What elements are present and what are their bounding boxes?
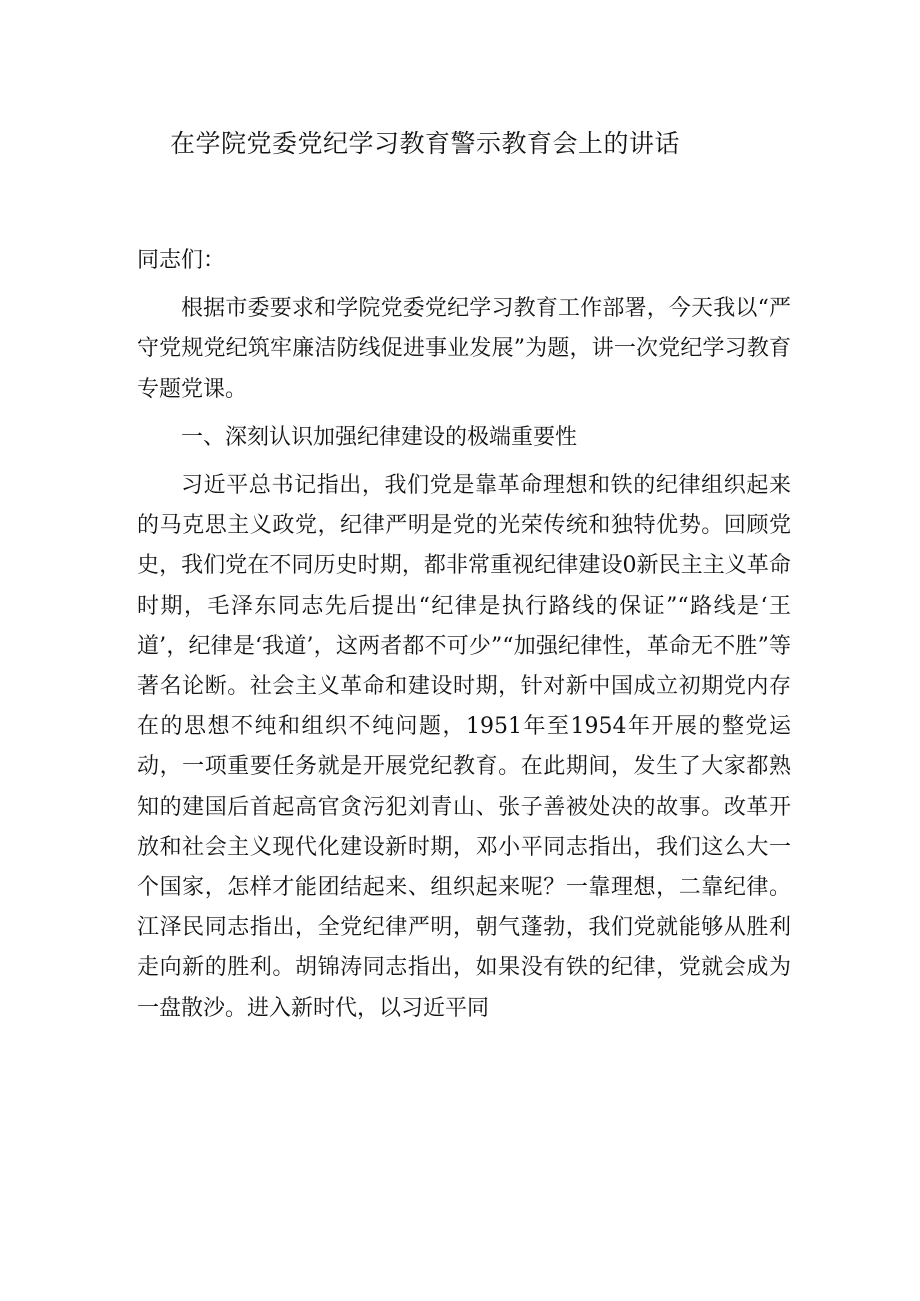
section-heading: 一、深刻认识加强纪律建设的极端重要性 [181,424,578,450]
salutation: 同志们： [137,248,226,273]
body-paragraph: 习近平总书记指出，我们党是靠革命理想和铁的纪律组织起来的马克思主义政党，纪律严明是党的光荣传统和独特优势。回顾党史，我们党在不同历史时期，都非常重视纪律建设0新民主主义革命时期，毛泽东同志先后提出“纪律是执行路线的保证”“路线是‘王道’，纪律是‘我道’，这两者都不可少”“加强纪律性，革命无不胜”等著名论断。社会主义革命和建设时期，针对新中国成立初期党内存在的思想不纯和组织不纯问题，1951年至1954年开展的整党运动，一项重要任务就是开展党纪教育。在此期间，发生了大家都熟知的建国后首起高官贪污犯刘青山、张子善被处决的故事。改革开放和社会主义现代化建设新时期，邓小平同志指出，我们这么大一个国家，怎样才能团结起来、组织起来呢？一靠理想，二靠纪律。江泽民同志指出，全党纪律严明，朝气蓬勃，我们党就能够从胜利走向新的胜利。胡锦涛同志指出，如果没有铁的纪律，党就会成为一盘散沙。进入新时代，以习近平同 [137,473,791,1021]
document-title: 在学院党委党纪学习教育警示教育会上的讲话 [170,129,681,158]
document-body [137,241,791,1037]
intro-paragraph: 根据市委要求和学院党委党纪学习教育工作部署，今天我以“严守党规党纪筑牢廉洁防线促进事业发展”为题，讲一次党纪学习教育专题党课。 [137,296,791,402]
